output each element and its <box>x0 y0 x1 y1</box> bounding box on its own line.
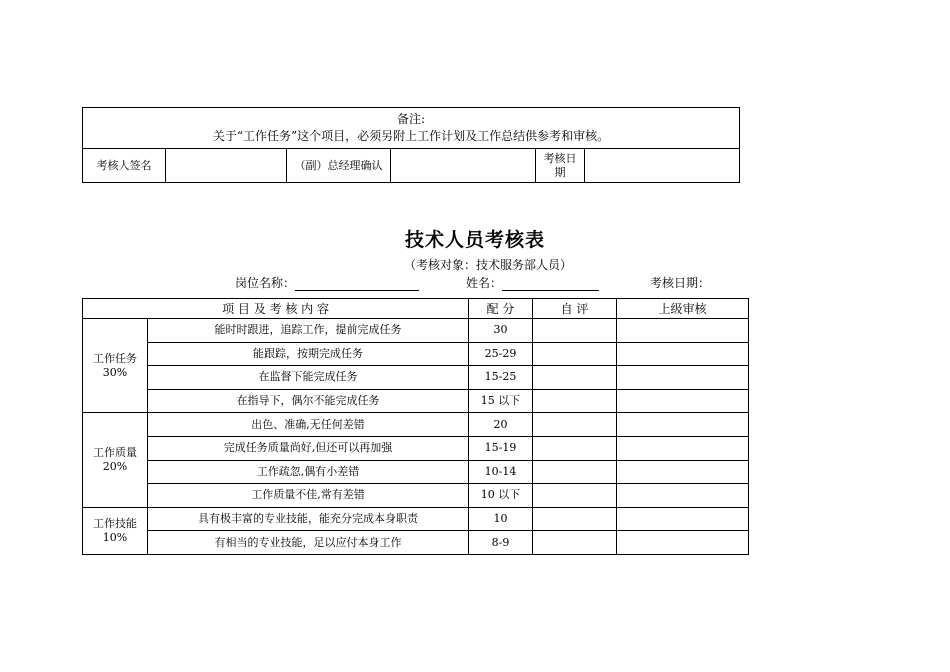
table-row <box>83 389 749 413</box>
score-range: 10-14 <box>469 460 533 484</box>
table-row <box>83 366 749 390</box>
assessment-date-label: 考核日期： <box>650 276 711 290</box>
remarks-note <box>83 108 740 149</box>
category-name: 工作技能 <box>93 516 137 530</box>
review-score-cell[interactable] <box>617 484 749 508</box>
review-score-cell[interactable] <box>617 507 749 531</box>
review-score-cell[interactable] <box>617 413 749 437</box>
review-score-cell[interactable] <box>617 389 749 413</box>
position-input[interactable] <box>295 277 419 291</box>
score-range: 30 <box>469 319 533 343</box>
assessment-table <box>82 298 749 555</box>
table-row <box>83 484 749 508</box>
review-score-cell[interactable] <box>617 531 749 555</box>
table-row <box>83 460 749 484</box>
table-header-row <box>83 299 749 319</box>
table-row <box>83 507 749 531</box>
header-self: 自 评 <box>533 299 617 319</box>
category-weight: 10% <box>102 530 128 544</box>
review-score-cell[interactable] <box>617 319 749 343</box>
position-label: 岗位名称： <box>235 276 296 290</box>
review-score-cell[interactable] <box>617 460 749 484</box>
score-range: 10 以下 <box>469 484 533 508</box>
review-score-cell[interactable] <box>617 342 749 366</box>
review-date-label: 考核日期 <box>536 149 585 183</box>
criterion-text: 工作疏忽,偶有小差错 <box>148 460 469 484</box>
review-score-cell[interactable] <box>617 366 749 390</box>
self-score-cell[interactable] <box>533 389 617 413</box>
score-range: 15-19 <box>469 436 533 460</box>
criterion-text: 完成任务质量尚好,但还可以再加强 <box>148 436 469 460</box>
criterion-text: 在指导下，偶尔不能完成任务 <box>148 389 469 413</box>
score-range: 15 以下 <box>469 389 533 413</box>
self-score-cell[interactable] <box>533 342 617 366</box>
self-score-cell[interactable] <box>533 531 617 555</box>
position-field <box>235 274 419 291</box>
self-score-cell[interactable] <box>533 507 617 531</box>
name-field <box>466 274 599 291</box>
form-title: 技术人员考核表 <box>404 229 545 251</box>
table-row <box>83 413 749 437</box>
header-score: 配 分 <box>469 299 533 319</box>
form-subtitle: （考核对象：技术服务部人员） <box>403 258 572 272</box>
remarks-text: 关于“工作任务”这个项目，必须另附上工作计划及工作总结供参考和审核。 <box>212 129 610 143</box>
criterion-text: 出色、准确,无任何差错 <box>148 413 469 437</box>
vp-confirm-label: （副）总经理确认 <box>287 149 391 183</box>
signature-label: 考核人签名 <box>83 149 166 183</box>
category-cell <box>83 413 148 507</box>
review-date-field[interactable] <box>585 149 740 183</box>
self-score-cell[interactable] <box>533 460 617 484</box>
table-row <box>83 436 749 460</box>
category-name: 工作任务 <box>93 351 137 365</box>
table-row <box>83 531 749 555</box>
self-score-cell[interactable] <box>533 436 617 460</box>
header-review: 上级审核 <box>617 299 749 319</box>
self-score-cell[interactable] <box>533 366 617 390</box>
name-label: 姓名： <box>466 276 503 290</box>
criterion-text: 在监督下能完成任务 <box>148 366 469 390</box>
category-cell <box>83 507 148 554</box>
category-name: 工作质量 <box>93 446 137 460</box>
score-range: 8-9 <box>469 531 533 555</box>
score-range: 25-29 <box>469 342 533 366</box>
signature-field[interactable] <box>166 149 287 183</box>
category-weight: 30% <box>102 365 128 379</box>
header-item: 项 目 及 考 核 内 容 <box>83 299 469 319</box>
score-range: 20 <box>469 413 533 437</box>
score-range: 10 <box>469 507 533 531</box>
self-score-cell[interactable] <box>533 484 617 508</box>
criterion-text: 能时时跟进，追踪工作，提前完成任务 <box>148 319 469 343</box>
criterion-text: 有相当的专业技能，足以应付本身工作 <box>148 531 469 555</box>
criterion-text: 能跟踪，按期完成任务 <box>148 342 469 366</box>
vp-confirm-field[interactable] <box>391 149 536 183</box>
remarks-label: 备注: <box>397 112 426 126</box>
criterion-text: 工作质量不佳,常有差错 <box>148 484 469 508</box>
self-score-cell[interactable] <box>533 319 617 343</box>
remarks-table <box>82 107 740 183</box>
score-range: 15-25 <box>469 366 533 390</box>
criterion-text: 具有极丰富的专业技能，能充分完成本身职责 <box>148 507 469 531</box>
table-row <box>83 342 749 366</box>
review-score-cell[interactable] <box>617 436 749 460</box>
name-input[interactable] <box>502 277 599 291</box>
self-score-cell[interactable] <box>533 413 617 437</box>
category-cell <box>83 319 148 413</box>
assessment-date-field <box>650 274 710 291</box>
category-weight: 20% <box>102 460 128 474</box>
table-row <box>83 319 749 343</box>
